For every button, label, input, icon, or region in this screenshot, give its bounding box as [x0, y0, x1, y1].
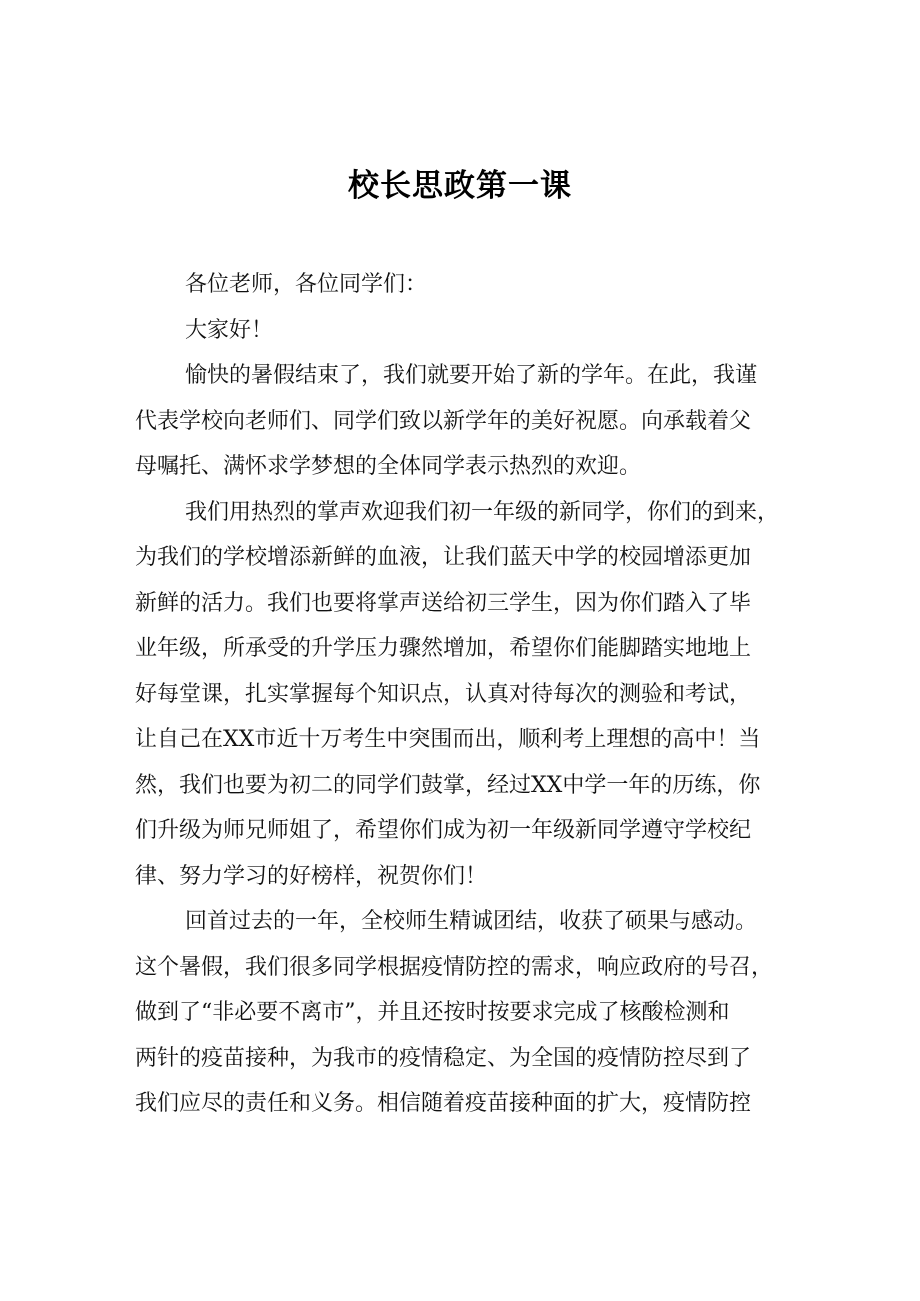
paragraph-line: 律、努力学习的好榜样，祝贺你们！ [135, 863, 488, 889]
paragraph-line: 好每堂课，扎实掌握每个知识点，认真对待每次的测验和考试， [135, 681, 752, 707]
paragraph-line: 让自己在XX市近十万考生中突围而出，顺利考上理想的高中！当 [135, 727, 761, 752]
paragraph-line: 母嘱托、满怀求学梦想的全体同学表示热烈的欢迎。 [135, 454, 642, 479]
paragraph-line: 然，我们也要为初二的同学们鼓掌，经过XX中学一年的历练，你 [135, 772, 761, 798]
paragraph-line: 做到了“非必要不离市”，并且还按时按要求完成了核酸检测和 [135, 1000, 730, 1025]
paragraph-line: 两针的疫苗接种，为我市的疫情稳定、为全国的疫情防控尽到了 [135, 1045, 752, 1071]
paragraph-line: 各位老师，各位同学们： [185, 272, 428, 297]
paragraph-line: 代表学校向老师们、同学们致以新学年的美好祝愿。向承载着父 [135, 408, 752, 434]
document-body [135, 262, 799, 1127]
paragraph-line: 愉快的暑假结束了，我们就要开始了新的学年。在此，我谨 [185, 363, 758, 388]
paragraph-line: 我们用热烈的掌声欢迎我们初一年级的新同学，你们的到来， [185, 499, 780, 525]
document-title: 校长思政第一课 [348, 168, 572, 204]
paragraph-line: 们升级为师兄师姐了，希望你们成为初一年级新同学遵守学校纪 [135, 818, 752, 843]
paragraph-line: 新鲜的活力。我们也要将掌声送给初三学生，因为你们踏入了毕 [135, 590, 752, 616]
paragraph-line: 回首过去的一年，全校师生精诚团结，收获了硕果与感动。 [185, 909, 758, 934]
paragraph-line: 我们应尽的责任和义务。相信随着疫苗接种面的扩大，疫情防控 [135, 1091, 752, 1116]
paragraph-line: 业年级，所承受的升学压力骤然增加，希望你们能脚踏实地地上 [135, 636, 752, 661]
paragraph-line: 为我们的学校增添新鲜的血液，让我们蓝天中学的校园增添更加 [135, 545, 752, 570]
paragraph-line: 这个暑假，我们很多同学根据疫情防控的需求，响应政府的号召， [135, 954, 774, 980]
paragraph-line: 大家好！ [185, 317, 274, 343]
